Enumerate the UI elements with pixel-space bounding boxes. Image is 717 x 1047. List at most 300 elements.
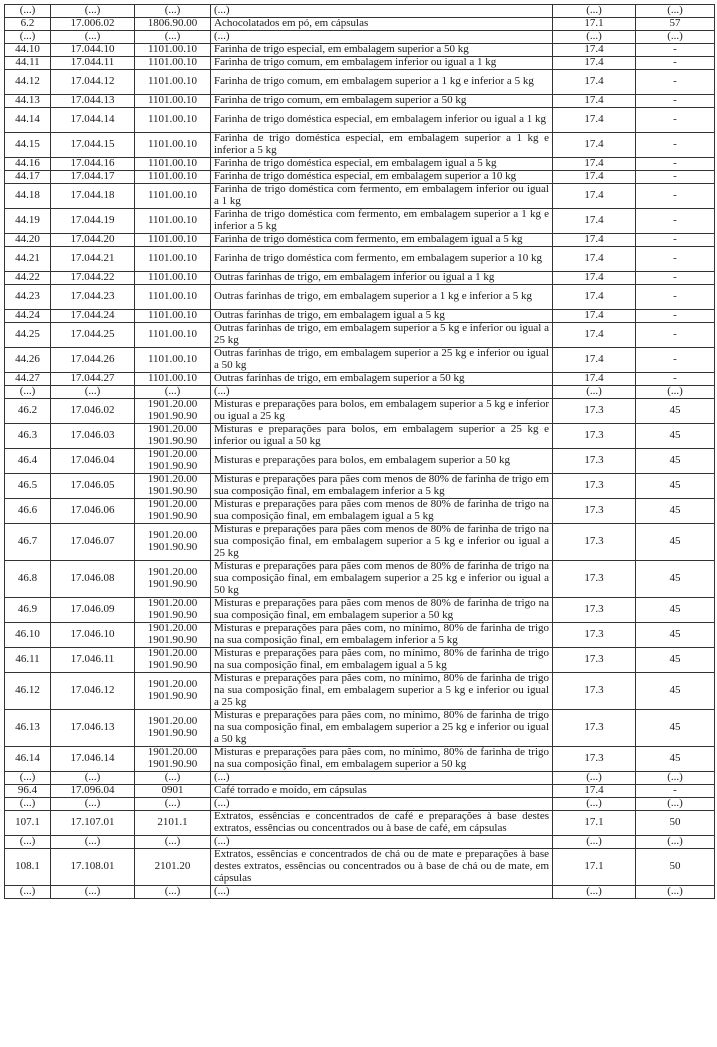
ncm-cell [135,747,211,772]
ncm-code: 1101.00.10 [147,214,198,227]
description-cell: Farinha de trigo doméstica especial, em embalagem superior a 10 kg [211,171,553,184]
item-cell: 44.18 [5,184,51,209]
subitem-cell: 17.3 [553,561,636,598]
description-cell: Outras farinhas de trigo, em embalagem superior a 1 kg e inferior a 5 kg [211,285,553,310]
subitem-cell: 17.3 [553,648,636,673]
item-cell: 44.19 [5,209,51,234]
ncm-code: 1101.00.10 [147,157,198,170]
item-cell: 46.6 [5,499,51,524]
table-row [5,798,715,811]
mva-cell: 57 [636,18,715,31]
ncm-code: 1901.20.00 [147,647,198,660]
ncm-cell [135,272,211,285]
description-cell: (...) [211,386,553,399]
item-cell: 44.21 [5,247,51,272]
cest-cell: 17.044.13 [51,95,135,108]
description-cell: Misturas e preparações para pães com, no mínimo, 80% de farinha de trigo na sua composição final, em embalagem inferior a 5 kg [211,623,553,648]
table-row [5,623,715,648]
mva-cell: 45 [636,399,715,424]
ncm-cell [135,234,211,247]
description-cell: Outras farinhas de trigo, em embalagem superior a 50 kg [211,373,553,386]
ncm-code: 1901.20.00 [147,715,198,728]
item-cell: 46.13 [5,710,51,747]
ncm-code: 1901.20.00 [147,566,198,579]
subitem-cell: 17.3 [553,673,636,710]
ncm-cell [135,31,211,44]
mva-cell: - [636,70,715,95]
table-row [5,673,715,710]
mva-cell: (...) [636,772,715,785]
ncm-code: (...) [164,30,181,43]
mva-cell: - [636,184,715,209]
ncm-cell [135,623,211,648]
mva-cell: - [636,158,715,171]
table-row [5,95,715,108]
item-cell: 46.8 [5,561,51,598]
ncm-cell [135,886,211,899]
ncm-cell [135,449,211,474]
item-cell: (...) [5,836,51,849]
table-row [5,598,715,623]
subitem-cell: (...) [553,386,636,399]
table-row [5,158,715,171]
description-cell: Outras farinhas de trigo, em embalagem superior a 5 kg e inferior ou igual a 25 kg [211,323,553,348]
item-cell: (...) [5,386,51,399]
description-cell: Farinha de trigo doméstica especial, em embalagem superior a 1 kg e inferior a 5 kg [211,133,553,158]
table-row [5,184,715,209]
ncm-code: 1901.20.00 [147,597,198,610]
table-row [5,272,715,285]
mva-cell: 45 [636,474,715,499]
mva-cell: (...) [636,836,715,849]
ncm-cell [135,285,211,310]
table-row [5,171,715,184]
ncm-cell [135,323,211,348]
item-cell: 96.4 [5,785,51,798]
table-row [5,648,715,673]
cest-cell: 17.046.05 [51,474,135,499]
ncm-code: 1901.90.90 [147,578,198,590]
mva-cell: (...) [636,798,715,811]
table-row [5,399,715,424]
cest-cell: 17.046.03 [51,424,135,449]
subitem-cell: 17.3 [553,524,636,561]
mva-cell: 45 [636,598,715,623]
subitem-cell: (...) [553,886,636,899]
item-cell: 44.24 [5,310,51,323]
ncm-code: 1901.20.00 [147,622,198,635]
mva-cell: - [636,171,715,184]
description-cell: Extratos, essências e concentrados de chá ou de mate e preparações à base destes extratos, essências ou concentrados ou à base de chá ou de mate, em cápsulas [211,849,553,886]
mva-cell: 45 [636,710,715,747]
cest-cell: 17.044.27 [51,373,135,386]
description-cell: Achocolatados em pó, em cápsulas [211,18,553,31]
ncm-cell [135,18,211,31]
table-row [5,811,715,836]
cest-cell: 17.046.10 [51,623,135,648]
description-cell: Misturas e preparações para pães com menos de 80% de farinha de trigo na sua composição final, em embalagem superior a 25 kg e inferior ou igual a 50 kg [211,561,553,598]
mva-cell: 45 [636,449,715,474]
item-cell: 46.10 [5,623,51,648]
ncm-cell [135,57,211,70]
ncm-cell [135,184,211,209]
mva-cell: 50 [636,849,715,886]
ncm-code: 2101.20 [154,860,191,873]
ncm-cell [135,348,211,373]
description-cell: Misturas e preparações para bolos, em embalagem superior a 25 kg e inferior ou igual a 50 kg [211,424,553,449]
ncm-cell [135,108,211,133]
description-cell: Misturas e preparações para pães com, no mínimo, 80% de farinha de trigo na sua composição final, em embalagem superior a 5 kg e inferior ou igual a 25 kg [211,673,553,710]
ncm-code: (...) [164,385,181,398]
table-row [5,710,715,747]
table-row [5,785,715,798]
mva-cell: (...) [636,886,715,899]
subitem-cell: 17.3 [553,623,636,648]
description-cell: Farinha de trigo doméstica especial, em embalagem inferior ou igual a 1 kg [211,108,553,133]
mva-cell: 45 [636,623,715,648]
cest-cell: 17.046.08 [51,561,135,598]
description-cell: Misturas e preparações para pães com menos de 80% de farinha de trigo na sua composição final, em embalagem superior a 5 kg e inferior ou igual a 25 kg [211,524,553,561]
cest-cell: 17.044.16 [51,158,135,171]
ncm-cell [135,310,211,323]
table-row [5,285,715,310]
item-cell: (...) [5,798,51,811]
item-cell: 44.14 [5,108,51,133]
ncm-cell [135,524,211,561]
cest-cell: 17.046.14 [51,747,135,772]
subitem-cell: 17.4 [553,171,636,184]
description-cell: Farinha de trigo comum, em embalagem superior a 1 kg e inferior a 5 kg [211,70,553,95]
description-cell: Farinha de trigo doméstica especial, em embalagem igual a 5 kg [211,158,553,171]
cest-cell: 17.044.21 [51,247,135,272]
item-cell: 44.23 [5,285,51,310]
description-cell: Extratos, essências e concentrados de café e preparações à base destes extratos, essências ou concentrados ou à base de café, em cápsulas [211,811,553,836]
ncm-cell [135,673,211,710]
cest-cell: 17.046.09 [51,598,135,623]
item-cell: 44.22 [5,272,51,285]
ncm-code: 1901.90.90 [147,435,198,447]
table-row [5,234,715,247]
description-cell: (...) [211,772,553,785]
ncm-code: 1101.00.10 [147,309,198,322]
subitem-cell: 17.4 [553,209,636,234]
cest-cell: 17.046.07 [51,524,135,561]
cest-cell: 17.044.19 [51,209,135,234]
cest-cell: (...) [51,886,135,899]
item-cell: 46.11 [5,648,51,673]
ncm-code: 1101.00.10 [147,113,198,126]
description-cell: Misturas e preparações para pães com, no mínimo, 80% de farinha de trigo na sua composição final, em embalagem superior a 25 kg e inferior ou igual a 50 kg [211,710,553,747]
mva-cell: (...) [636,5,715,18]
mva-cell: (...) [636,31,715,44]
ncm-code: 1901.20.00 [147,398,198,411]
ncm-code: 2101.1 [157,816,188,829]
subitem-cell: 17.4 [553,70,636,95]
ncm-code: 1901.90.90 [147,690,198,702]
ncm-code: 1101.00.10 [147,189,198,202]
subitem-cell: 17.3 [553,747,636,772]
subitem-cell: 17.3 [553,499,636,524]
mva-cell: - [636,323,715,348]
ncm-cell [135,171,211,184]
table-row [5,133,715,158]
ncm-cell [135,44,211,57]
subitem-cell: 17.3 [553,710,636,747]
description-cell: Outras farinhas de trigo, em embalagem superior a 25 kg e inferior ou igual a 50 kg [211,348,553,373]
cest-cell: 17.044.23 [51,285,135,310]
subitem-cell: 17.4 [553,95,636,108]
description-cell: Misturas e preparações para bolos, em embalagem superior a 5 kg e inferior ou igual a 25 kg [211,399,553,424]
description-cell: Outras farinhas de trigo, em embalagem igual a 5 kg [211,310,553,323]
table-row [5,424,715,449]
description-cell: Misturas e preparações para pães com menos de 80% de farinha de trigo em sua composição final, em embalagem inferior a 5 kg [211,474,553,499]
item-cell: 46.3 [5,424,51,449]
ncm-code: 1901.90.90 [147,460,198,472]
table-row [5,348,715,373]
subitem-cell: 17.4 [553,285,636,310]
item-cell: 44.10 [5,44,51,57]
table-row [5,499,715,524]
item-cell: 44.13 [5,95,51,108]
table-row [5,886,715,899]
ncm-cell [135,373,211,386]
mva-cell: - [636,272,715,285]
table-row [5,772,715,785]
ncm-code: (...) [164,4,181,17]
ncm-code: 1101.00.10 [147,372,198,385]
ncm-cell [135,70,211,95]
mva-cell: - [636,209,715,234]
cest-cell: 17.096.04 [51,785,135,798]
table-row [5,31,715,44]
ncm-cell [135,772,211,785]
subitem-cell: (...) [553,5,636,18]
ncm-code: 1901.90.90 [147,659,198,671]
ncm-code: 1101.00.10 [147,353,198,366]
subitem-cell: 17.4 [553,310,636,323]
mva-cell: 45 [636,673,715,710]
item-cell: (...) [5,772,51,785]
subitem-cell: 17.3 [553,474,636,499]
cest-cell: 17.044.10 [51,44,135,57]
description-cell: Farinha de trigo doméstica com fermento, em embalagem inferior ou igual a 1 kg [211,184,553,209]
subitem-cell: 17.4 [553,373,636,386]
ncm-cell [135,798,211,811]
ncm-cell [135,598,211,623]
ncm-code: 1901.90.90 [147,541,198,553]
description-cell: Farinha de trigo comum, em embalagem superior a 50 kg [211,95,553,108]
item-cell: 46.4 [5,449,51,474]
ncm-code: 1101.00.10 [147,75,198,88]
cest-cell: 17.107.01 [51,811,135,836]
ncm-code: (...) [164,835,181,848]
item-cell: 46.14 [5,747,51,772]
cest-cell: 17.046.04 [51,449,135,474]
table-row [5,849,715,886]
table-row [5,373,715,386]
mva-cell: 45 [636,424,715,449]
cest-cell: (...) [51,772,135,785]
mva-cell: - [636,348,715,373]
table-body [5,5,715,899]
ncm-code: 1101.00.10 [147,43,198,56]
item-cell: 6.2 [5,18,51,31]
mva-cell: 45 [636,561,715,598]
description-cell: Misturas e preparações para bolos, em embalagem superior a 50 kg [211,449,553,474]
ncm-code: 1101.00.10 [147,170,198,183]
cest-cell: 17.044.17 [51,171,135,184]
ncm-cell [135,811,211,836]
subitem-cell: 17.4 [553,348,636,373]
cest-cell: 17.046.12 [51,673,135,710]
ncm-cell [135,5,211,18]
table-row [5,70,715,95]
ncm-code: 1901.20.00 [147,746,198,759]
cest-cell: 17.046.02 [51,399,135,424]
ncm-cell [135,836,211,849]
ncm-cell [135,209,211,234]
ncm-cell [135,499,211,524]
subitem-cell: 17.3 [553,399,636,424]
mva-cell: - [636,285,715,310]
ncm-code: 1901.90.90 [147,634,198,646]
table-row [5,5,715,18]
subitem-cell: (...) [553,798,636,811]
description-cell: (...) [211,31,553,44]
mva-cell: - [636,234,715,247]
subitem-cell: (...) [553,772,636,785]
table-row [5,108,715,133]
subitem-cell: 17.4 [553,44,636,57]
mva-cell: - [636,57,715,70]
ncm-code: 1806.90.00 [147,17,198,30]
subitem-cell: 17.4 [553,184,636,209]
item-cell: 44.15 [5,133,51,158]
item-cell: (...) [5,886,51,899]
table-row [5,836,715,849]
table-row [5,474,715,499]
table-row [5,57,715,70]
table-row [5,44,715,57]
ncm-code: 1901.20.00 [147,473,198,486]
cest-cell: 17.044.25 [51,323,135,348]
ncm-code: 1101.00.10 [147,138,198,151]
description-cell: Café torrado e moído, em cápsulas [211,785,553,798]
subitem-cell: 17.4 [553,108,636,133]
cest-cell: 17.044.14 [51,108,135,133]
item-cell: 46.12 [5,673,51,710]
ncm-code: 1101.00.10 [147,252,198,265]
subitem-cell: 17.3 [553,598,636,623]
ncm-cell [135,399,211,424]
subitem-cell: (...) [553,836,636,849]
description-cell: (...) [211,836,553,849]
cest-cell: 17.046.13 [51,710,135,747]
ncm-cell [135,849,211,886]
cest-cell: 17.044.20 [51,234,135,247]
item-cell: 46.9 [5,598,51,623]
table-row [5,209,715,234]
ncm-cell [135,133,211,158]
item-cell: 44.11 [5,57,51,70]
item-cell: 44.12 [5,70,51,95]
ncm-code: 1901.90.90 [147,758,198,770]
ncm-code: 1901.20.00 [147,678,198,691]
ncm-cell [135,424,211,449]
ncm-code: 1101.00.10 [147,290,198,303]
cest-cell: 17.044.24 [51,310,135,323]
mva-cell: - [636,95,715,108]
description-cell: Farinha de trigo especial, em embalagem superior a 50 kg [211,44,553,57]
subitem-cell: 17.4 [553,785,636,798]
ncm-cell [135,474,211,499]
ncm-code: 1901.90.90 [147,410,198,422]
cest-cell: 17.044.12 [51,70,135,95]
ncm-code: 1901.90.90 [147,727,198,739]
item-cell: 107.1 [5,811,51,836]
ncm-code: 1901.90.90 [147,485,198,497]
subitem-cell: 17.1 [553,849,636,886]
table-row [5,386,715,399]
subitem-cell: 17.4 [553,272,636,285]
description-cell: Outras farinhas de trigo, em embalagem inferior ou igual a 1 kg [211,272,553,285]
ncm-cell [135,785,211,798]
subitem-cell: 17.4 [553,247,636,272]
product-table [4,4,715,899]
cest-cell: 17.044.18 [51,184,135,209]
item-cell: 46.2 [5,399,51,424]
cest-cell: 17.046.06 [51,499,135,524]
item-cell: 108.1 [5,849,51,886]
ncm-code: 1101.00.10 [147,94,198,107]
subitem-cell: 17.4 [553,158,636,171]
ncm-cell [135,95,211,108]
description-cell: (...) [211,5,553,18]
item-cell: (...) [5,5,51,18]
ncm-code: (...) [164,797,181,810]
ncm-code: 1901.20.00 [147,448,198,461]
subitem-cell: 17.1 [553,18,636,31]
description-cell: Misturas e preparações para pães com menos de 80% de farinha de trigo na sua composição final, em embalagem superior a 50 kg [211,598,553,623]
ncm-cell [135,158,211,171]
table-row [5,561,715,598]
ncm-cell [135,561,211,598]
table-row [5,449,715,474]
description-cell: Farinha de trigo doméstica com fermento, em embalagem superior a 10 kg [211,247,553,272]
description-cell: Farinha de trigo doméstica com fermento, em embalagem superior a 1 kg e inferior a 5 kg [211,209,553,234]
table-row [5,310,715,323]
cest-cell: 17.044.11 [51,57,135,70]
cest-cell: 17.044.15 [51,133,135,158]
description-cell: Farinha de trigo doméstica com fermento, em embalagem igual a 5 kg [211,234,553,247]
cest-cell: 17.006.02 [51,18,135,31]
subitem-cell: (...) [553,31,636,44]
description-cell: Misturas e preparações para pães com, no mínimo, 80% de farinha de trigo na sua composição final, em embalagem superior a 50 kg [211,747,553,772]
mva-cell: - [636,108,715,133]
ncm-code: (...) [164,771,181,784]
mva-cell: (...) [636,386,715,399]
cest-cell: (...) [51,386,135,399]
item-cell: 44.27 [5,373,51,386]
description-cell: Misturas e preparações para pães com menos de 80% de farinha de trigo na sua composição final, em embalagem igual a 5 kg [211,499,553,524]
ncm-code: 1901.20.00 [147,529,198,542]
item-cell: 44.20 [5,234,51,247]
description-cell: Farinha de trigo comum, em embalagem inferior ou igual a 1 kg [211,57,553,70]
subitem-cell: 17.1 [553,811,636,836]
mva-cell: - [636,44,715,57]
ncm-code: 0901 [161,784,184,797]
table-row [5,323,715,348]
